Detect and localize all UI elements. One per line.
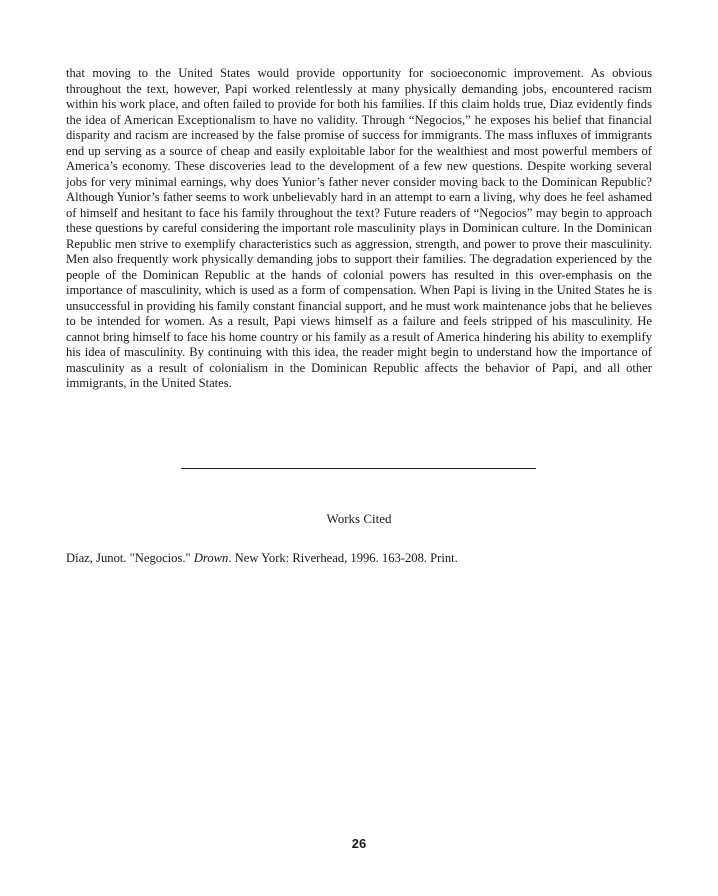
citation-author-and-article: Díaz, Junot. "Negocios." bbox=[66, 551, 194, 565]
essay-paragraph: that moving to the United States would provide opportunity for socioeconomic improvement. As obvious throughout the text, however, Papi worked relentlessly at many physically demanding jobs, encountered racism within his work place, and often failed to provide for both his families. If this claim holds true, Diaz evidently finds the idea of American Exceptionalism to have no validity. Through “Negocios,” he exposes his belief that financial disparity and racism are increased by the false promise of success for immigrants. The mass influxes of immigrants end up serving as a source of cheap and easily exploitable labor for the wealthiest and most powerful members of America’s economy. These discoveries lead to the development of a few new questions. Despite working several jobs for very minimal earnings, why does Yunior’s father never consider moving back to the Dominican Republic? Although Yunior’s father seems to work unbelievably hard in an attempt to earn a living, why does he feel ashamed of himself and hesitant to face his family throughout the text? Future readers of “Negocios” may begin to approach these questions by careful considering the important role masculinity plays in Dominican culture. In the Dominican Republic men strive to exemplify characteristics such as aggression, strength, and power to prove their masculinity. Men also frequently work physically demanding jobs to support their families. The degradation experienced by the people of the Dominican Republic at the hands of colonial powers has resulted in this over-emphasis on the importance of masculinity, which is used as a form of compensation. When Papi is living in the United States he is unsuccessful in providing his family constant financial support, and he must work maintenance jobs that he believes to be intended for women. As a result, Papi views himself as a failure and feels stripped of his masculinity. He cannot bring himself to face his home country or his family as a result of America hindering his ability to exemplify his idea of masculinity. By continuing with this idea, the reader might begin to understand how the importance of masculinity as a result of colonialism in the Dominican Republic affects the behavior of Papi, and all other immigrants, in the United States. bbox=[66, 66, 652, 390]
citation-book-title: Drown bbox=[193, 551, 229, 565]
page-number: 26 bbox=[351, 836, 367, 851]
works-cited-heading: Works Cited bbox=[326, 511, 392, 526]
section-divider bbox=[181, 468, 536, 469]
citation-entry bbox=[66, 551, 458, 566]
citation-publication-details: . New York: Riverhead, 1996. 163-208. Print. bbox=[228, 551, 458, 565]
